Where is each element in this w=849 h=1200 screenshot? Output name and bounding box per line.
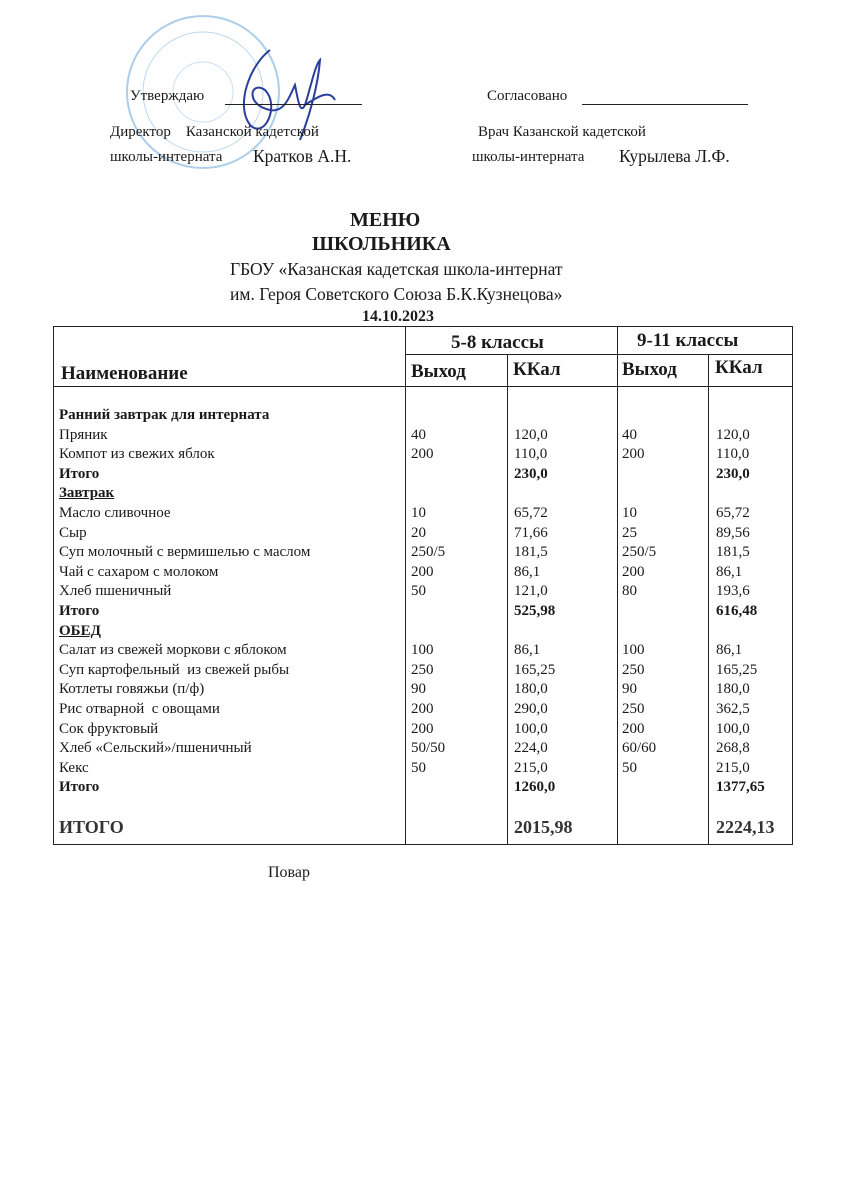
yield-cell: 100 — [411, 642, 434, 659]
yield-cell: 80 — [622, 583, 637, 600]
kcal-cell: 89,56 — [716, 524, 750, 541]
yield-cell: 25 — [622, 524, 637, 541]
kcal-cell: 71,66 — [514, 524, 548, 541]
kcal-cell: 215,0 — [514, 759, 548, 776]
grand-total-kcal: 2015,98 — [514, 816, 573, 837]
yield-cell: 200 — [411, 720, 434, 737]
row-name: Котлеты говяжьи (п/ф) — [59, 681, 205, 698]
row-name: Масло сливочное — [59, 505, 171, 521]
row-name: Кекс — [59, 759, 89, 776]
yield-cell: 50 — [622, 759, 637, 776]
row-name: Завтрак — [59, 485, 115, 502]
kcal-cell: 181,5 — [716, 544, 750, 561]
yield-cell: 200 — [622, 720, 645, 737]
kcal-cell: 230,0 — [716, 465, 750, 482]
yield-cell: 200 — [411, 701, 434, 717]
yield-cell: 200 — [622, 563, 645, 580]
kcal-cell: 1377,65 — [716, 779, 765, 796]
yield-cell: 200 — [411, 563, 434, 580]
menu-table — [53, 326, 793, 845]
kcal-cell: 100,0 — [514, 720, 548, 737]
kcal-cell: 1260,0 — [514, 779, 556, 796]
group-header-9-11: 9-11 классы — [637, 330, 739, 351]
row-name: Хлеб пшеничный — [59, 583, 172, 600]
kcal-cell: 616,48 — [716, 603, 758, 619]
kcal-cell: 100,0 — [716, 720, 750, 737]
kcal-cell: 230,0 — [514, 465, 548, 482]
org-name-line1: ГБОУ «Казанская кадетская школа-интернат — [230, 259, 563, 279]
kcal-cell: 120,0 — [716, 426, 750, 443]
doctor-name: Курылева Л.Ф. — [619, 146, 730, 166]
kcal-cell: 86,1 — [716, 563, 743, 580]
yield-cell: 200 — [622, 446, 645, 463]
yield-cell: 200 — [411, 446, 434, 463]
title-student: ШКОЛЬНИКА — [312, 233, 451, 255]
yield-cell: 250 — [411, 661, 434, 678]
row-name: Ранний завтрак для интерната — [59, 407, 270, 423]
kcal-cell: 180,0 — [716, 681, 750, 698]
doctor-signature-line — [582, 104, 748, 105]
row-name: Итого — [59, 465, 100, 482]
yield-cell: 250 — [622, 701, 645, 717]
kcal-cell: 290,0 — [514, 701, 548, 717]
yield-cell: 20 — [411, 524, 426, 541]
kcal-cell: 362,5 — [716, 701, 750, 717]
grand-total-label: ИТОГО — [59, 816, 124, 837]
row-name: Хлеб «Сельский»/пшеничный — [59, 740, 252, 757]
grand-total-kcal: 2224,13 — [716, 816, 775, 837]
kcal-cell: 65,72 — [716, 505, 750, 521]
row-name: Итого — [59, 603, 100, 619]
column-header-kcal-5-8: ККал — [513, 359, 561, 380]
kcal-cell: 224,0 — [514, 740, 548, 757]
yield-cell: 250/5 — [622, 544, 657, 561]
row-name: Итого — [59, 779, 100, 796]
kcal-cell: 65,72 — [514, 505, 548, 521]
column-header-yield-5-8: Выход — [411, 361, 466, 382]
yield-cell: 60/60 — [622, 740, 657, 757]
director-name: Кратков А.Н. — [253, 146, 352, 166]
director-school: школы-интерната — [110, 149, 223, 165]
kcal-cell: 525,98 — [514, 603, 556, 619]
doctor-title: Врач Казанской кадетской — [478, 124, 646, 140]
yield-cell: 50/50 — [411, 740, 446, 757]
yield-cell: 100 — [622, 642, 645, 659]
yield-cell: 40 — [622, 426, 637, 443]
yield-cell: 250 — [622, 661, 645, 678]
yield-cell: 10 — [622, 505, 637, 521]
kcal-cell: 120,0 — [514, 426, 548, 443]
kcal-cell: 181,5 — [514, 544, 548, 561]
row-name: Пряник — [59, 426, 108, 443]
row-name: Сыр — [59, 524, 87, 541]
column-header-name: Наименование — [61, 363, 188, 384]
menu-date: 14.10.2023 — [362, 308, 434, 325]
row-name: Суп молочный с вермишелью с маслом — [59, 544, 311, 561]
yield-cell: 50 — [411, 583, 426, 600]
row-name: ОБЕД — [59, 622, 101, 639]
row-name: Суп картофельный из свежей рыбы — [59, 661, 290, 678]
yield-cell: 90 — [622, 681, 637, 698]
kcal-cell: 268,8 — [716, 740, 750, 757]
kcal-cell: 121,0 — [514, 583, 548, 600]
kcal-cell: 180,0 — [514, 681, 548, 698]
doctor-school: школы-интерната — [472, 149, 585, 165]
kcal-cell: 86,1 — [514, 642, 541, 659]
kcal-cell: 165,25 — [716, 661, 758, 678]
kcal-cell: 110,0 — [716, 446, 750, 463]
yield-cell: 10 — [411, 505, 426, 521]
title-menu: МЕНЮ — [350, 209, 421, 231]
org-name-line2: им. Героя Советского Союза Б.К.Кузнецова» — [230, 284, 563, 304]
approve-label: Утверждаю — [130, 88, 205, 104]
yield-cell: 40 — [411, 426, 426, 443]
kcal-cell: 215,0 — [716, 759, 750, 776]
kcal-cell: 193,6 — [716, 583, 750, 600]
cook-label: Повар — [268, 864, 310, 881]
row-name: Салат из свежей моркови с яблоком — [59, 642, 287, 659]
yield-cell: 250/5 — [411, 544, 446, 561]
row-name: Чай с сахаром с молоком — [59, 563, 219, 580]
row-name: Сок фруктовый — [59, 720, 159, 737]
column-header-yield-9-11: Выход — [622, 359, 677, 380]
kcal-cell: 110,0 — [514, 446, 548, 463]
row-name: Компот из свежих яблок — [59, 446, 215, 463]
row-name: Рис отварной с овощами — [59, 701, 220, 717]
kcal-cell: 86,1 — [514, 563, 541, 580]
group-header-5-8: 5-8 классы — [451, 332, 544, 353]
yield-cell: 50 — [411, 759, 426, 776]
director-title: Директор Казанской кадетской — [110, 124, 319, 140]
column-header-kcal-9-11: ККал — [715, 357, 763, 378]
yield-cell: 90 — [411, 681, 426, 698]
kcal-cell: 165,25 — [514, 661, 556, 678]
kcal-cell: 86,1 — [716, 642, 743, 659]
director-signature-line — [225, 104, 362, 105]
agreed-label: Согласовано — [487, 88, 568, 104]
